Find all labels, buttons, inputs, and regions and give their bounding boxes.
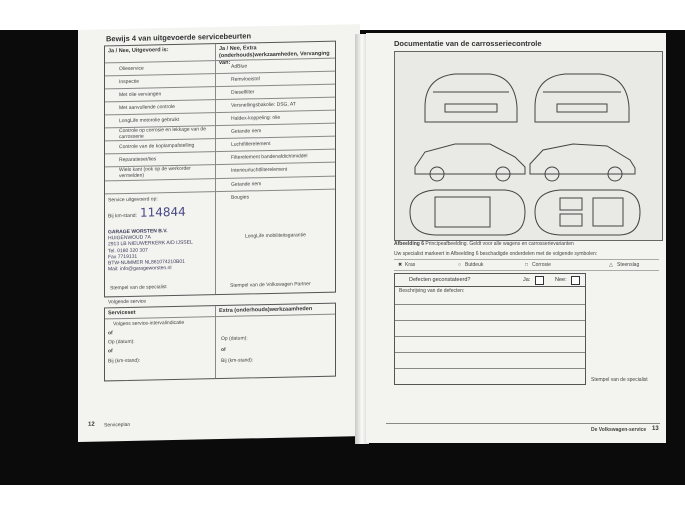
footer-rule xyxy=(386,423,660,424)
stamp-line: Mail: info@garageworsten.nl xyxy=(108,265,172,273)
of-label: of xyxy=(108,330,113,337)
write-line xyxy=(395,320,585,321)
checkbox-label: Luchtfilterelement xyxy=(231,140,271,148)
of-label: of xyxy=(221,346,226,354)
defects-box xyxy=(394,273,586,385)
stamp-label: Stempel van de specialist xyxy=(591,377,648,383)
stamp-line: HUIGENWOUD 7A xyxy=(108,234,151,242)
symbol-label: Kras xyxy=(405,262,416,268)
checkbox-label: Wiels kant (ook op de werkorder vermelden) xyxy=(119,165,191,179)
stamp-line: Tel. 0180 320 307 xyxy=(108,247,148,254)
symbol-legend xyxy=(394,259,659,271)
checkbox-label: Getande riem xyxy=(231,181,262,188)
description-label: Beschrijving van de defecten: xyxy=(399,288,465,294)
header-divider xyxy=(105,314,335,320)
symbol-label: Steenslag xyxy=(617,262,640,268)
stamp-line: BTW-NUMMER NL861074210B01 xyxy=(108,258,185,267)
stamp-line: 2913 LB NIEUWERKERK A/D IJSSEL xyxy=(108,240,193,248)
of-label: of xyxy=(108,348,113,355)
next-service-text: Volgens service-intervalindicatie xyxy=(113,319,185,328)
no-label: Nee: xyxy=(555,277,567,283)
col1-header: Ja / Nee, Uitgevoerd is: xyxy=(108,47,169,55)
scratch-symbol-icon: ✖ xyxy=(398,262,403,268)
page-number: 12 xyxy=(88,421,95,428)
checkbox-label: Met aanvullende controle xyxy=(119,103,175,112)
symbol-label: Butdeuk xyxy=(465,262,484,268)
right-page xyxy=(366,33,666,443)
stamp-label: Stempel van de specialist xyxy=(110,284,167,292)
checkbox-label: LongLife motorolie gebruikt xyxy=(119,116,180,125)
checkbox-label: Bougies xyxy=(231,194,250,201)
checkbox-label: Versnellingsbakolie: DSG, AT xyxy=(231,101,296,109)
symbol-label: Corrosie xyxy=(532,262,551,268)
write-line xyxy=(395,304,585,305)
yes-checkbox[interactable] xyxy=(535,276,544,285)
stamp-line: Fax 7719131 xyxy=(108,253,138,261)
corrosion-symbol-icon: □ xyxy=(525,262,529,268)
next-service-table xyxy=(104,303,336,382)
next-col1-header: Serviceset xyxy=(108,309,136,317)
figure-caption xyxy=(394,241,574,247)
checkbox-label: Reparatieset/lies xyxy=(119,156,157,164)
checkbox-label: Inspectie xyxy=(119,78,140,86)
table-row xyxy=(105,202,335,227)
figure-caption-text: Principeafbeelding. Geldt voor alle wagens en carrosserievarianten xyxy=(425,241,574,247)
defects-question: Defecten geconstateerd? xyxy=(409,277,471,283)
km-value: 114844 xyxy=(140,204,186,220)
page-footer: Serviceplan xyxy=(104,421,131,429)
checkbox-label: Interieurluchtfilterelement xyxy=(231,166,288,174)
checkbox-label: Haldex-koppeling: olie xyxy=(231,114,281,122)
service-table xyxy=(104,41,336,298)
field-label: Service uitgevoerd op: xyxy=(108,196,158,204)
vw-stamp-label: Stempel van de Volkswagen Partner xyxy=(230,281,311,289)
checkbox-label: Filterelement bandenafdichtmiddel xyxy=(231,153,308,161)
instruction-text: Uw specialist markeert in Afbeelding 6 beschadigde onderdelen met de volgende symbolen: xyxy=(394,251,598,257)
left-page xyxy=(78,24,360,442)
checkbox-label: Met olie vervangen xyxy=(119,91,162,99)
page-title: Documentatie van de carrosseriecontrole xyxy=(394,39,542,48)
car-figure xyxy=(394,51,663,241)
checkbox-label: AdBlue xyxy=(231,63,248,70)
stamp-line: GARAGE WORSTEN B.V. xyxy=(108,228,168,236)
checkbox-label: Getande riem xyxy=(231,128,262,135)
bij-km-label: Bij (km-stand): xyxy=(108,357,141,365)
op-datum-label: Op (datum): xyxy=(108,338,135,346)
page-footer: De Volkswagen-service xyxy=(591,427,647,433)
checkbox-label: Remvloeistof xyxy=(231,76,260,83)
write-line xyxy=(395,352,585,353)
garage-stamp xyxy=(108,227,213,273)
op-datum-label: Op (datum): xyxy=(221,335,248,343)
dent-symbol-icon: ○ xyxy=(458,262,462,268)
stone-chip-symbol-icon: △ xyxy=(609,262,613,268)
no-checkbox[interactable] xyxy=(571,276,580,285)
car-outlines-image xyxy=(395,52,662,240)
defects-header xyxy=(395,274,585,287)
next-service-title: Volgende service xyxy=(108,298,147,306)
yes-label: Ja: xyxy=(523,277,531,283)
figure-caption-label: Afbeelding 6 xyxy=(394,241,425,247)
checkbox-label: Controle op corrosie en lekkage van de carrosserie xyxy=(119,126,206,140)
checkbox-label: Olieservice xyxy=(119,65,144,73)
field-label: Bij km-stand: xyxy=(108,212,137,220)
longlife-label: LongLife mobiliteitsgarantie xyxy=(245,232,306,240)
page-title: Bewijs 4 van uitgevoerde servicebeurten xyxy=(106,31,252,44)
next-col2-header: Extra (onderhouds)werkzaamheden xyxy=(219,306,313,315)
write-line xyxy=(395,336,585,337)
bij-km-label: Bij (km-stand): xyxy=(221,357,254,365)
col2-header: Ja / Nee, Extra (onderhouds)werkzaamheden, Vervanging van: xyxy=(219,45,330,67)
write-line xyxy=(395,368,585,369)
checkbox-label: Controle van de koplampafstelling xyxy=(119,142,195,151)
page-number: 13 xyxy=(652,426,659,432)
checkbox-label: Dieselfilter xyxy=(231,89,255,96)
